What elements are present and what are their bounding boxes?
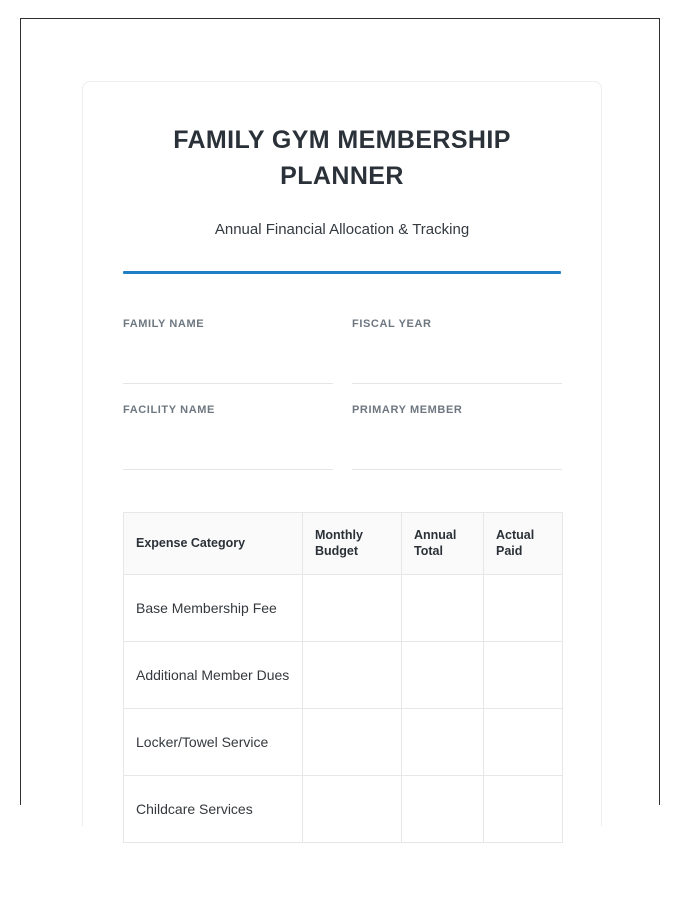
primary-member-input[interactable] xyxy=(352,426,562,470)
table-row xyxy=(124,575,563,642)
column-header-monthly-budget: Monthly Budget xyxy=(303,513,402,575)
table-row xyxy=(124,642,563,709)
cell-monthly-budget[interactable] xyxy=(303,709,402,776)
field-fiscal-year xyxy=(352,318,562,404)
cell-annual-total[interactable] xyxy=(402,776,484,843)
field-primary-member xyxy=(352,404,562,490)
cell-annual-total[interactable] xyxy=(402,575,484,642)
expense-table xyxy=(123,512,563,843)
cell-monthly-budget[interactable] xyxy=(303,642,402,709)
cell-annual-total[interactable] xyxy=(402,642,484,709)
table-header xyxy=(124,513,563,575)
page-title: FAMILY GYM MEMBERSHIP PLANNER xyxy=(173,126,511,190)
cell-expense-category: Childcare Services xyxy=(124,776,303,843)
field-label-facility-name: FACILITY NAME xyxy=(123,404,215,416)
field-label-fiscal-year: FISCAL YEAR xyxy=(352,318,432,330)
cell-monthly-budget[interactable] xyxy=(303,575,402,642)
page-subtitle: Annual Financial Allocation & Tracking xyxy=(214,221,470,238)
table-header-row xyxy=(124,513,563,575)
field-label-family-name: FAMILY NAME xyxy=(123,318,205,330)
column-header-actual-paid: Actual Paid xyxy=(484,513,563,575)
column-header-expense-category: Expense Category xyxy=(124,513,303,575)
cell-actual-paid[interactable] xyxy=(484,642,563,709)
fiscal-year-input[interactable] xyxy=(352,340,562,384)
facility-name-input[interactable] xyxy=(123,426,333,470)
table-row xyxy=(124,709,563,776)
cell-expense-category: Additional Member Dues xyxy=(124,642,303,709)
field-family-name xyxy=(123,318,333,404)
cell-actual-paid[interactable] xyxy=(484,575,563,642)
family-name-input[interactable] xyxy=(123,340,333,384)
field-facility-name xyxy=(123,404,333,490)
accent-divider xyxy=(123,271,561,274)
table-row xyxy=(124,776,563,843)
cell-monthly-budget[interactable] xyxy=(303,776,402,843)
cell-expense-category: Locker/Towel Service xyxy=(124,709,303,776)
cell-actual-paid[interactable] xyxy=(484,709,563,776)
cell-actual-paid[interactable] xyxy=(484,776,563,843)
column-header-annual-total: Annual Total xyxy=(402,513,484,575)
cell-annual-total[interactable] xyxy=(402,709,484,776)
page-frame xyxy=(20,18,660,817)
document-card xyxy=(82,81,602,826)
field-label-primary-member: PRIMARY MEMBER xyxy=(352,404,463,416)
cell-expense-category: Base Membership Fee xyxy=(124,575,303,642)
meta-form xyxy=(123,318,561,490)
table-body xyxy=(124,575,563,843)
